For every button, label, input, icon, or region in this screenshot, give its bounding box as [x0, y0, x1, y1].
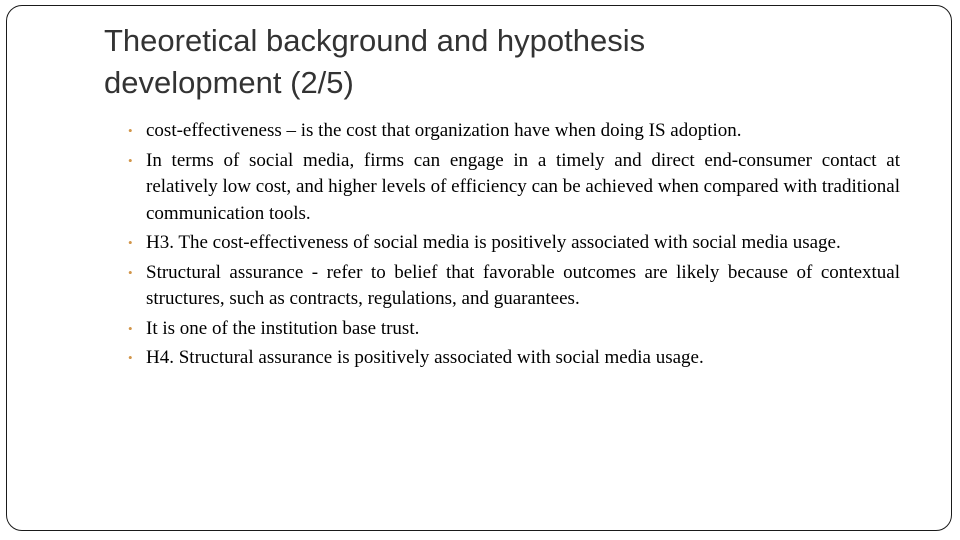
bullet-icon: •	[128, 123, 133, 138]
bullet-item	[128, 316, 900, 343]
bullet-list	[128, 118, 900, 375]
bullet-icon: •	[128, 152, 133, 168]
bullet-text: In terms of social media, firms can engage in a timely and direct end-consumer contact at relatively low cost, and higher levels of efficiency can be achieved when compared with traditional communication tools.	[146, 149, 900, 224]
bullet-icon: •	[128, 350, 133, 365]
bullet-icon: •	[128, 320, 133, 336]
slide-title-line-2: development (2/5)	[104, 65, 354, 100]
bullet-text: It is one of the institution base trust.	[146, 317, 420, 339]
bullet-text: H4. Structural assurance is positively associated with social media usage.	[146, 347, 704, 368]
bullet-icon: •	[128, 264, 133, 280]
bullet-text: cost-effectiveness – is the cost that organization have when doing IS adoption.	[146, 120, 742, 141]
bullet-text: Structural assurance - refer to belief that favorable outcomes are likely because of contextual structures, such as contracts, regulations, and guarantees.	[146, 261, 900, 309]
bullet-icon: •	[128, 235, 133, 250]
slide-title-line-1: Theoretical background and hypothesis	[104, 23, 646, 58]
bullet-text: H3. The cost-effectiveness of social media is positively associated with social media usage.	[146, 232, 841, 253]
bullet-item	[128, 118, 900, 145]
bullet-item	[128, 345, 900, 372]
bullet-item	[128, 148, 900, 228]
bullet-item	[128, 230, 900, 257]
bullet-item	[128, 260, 900, 313]
slide-title	[104, 20, 884, 104]
